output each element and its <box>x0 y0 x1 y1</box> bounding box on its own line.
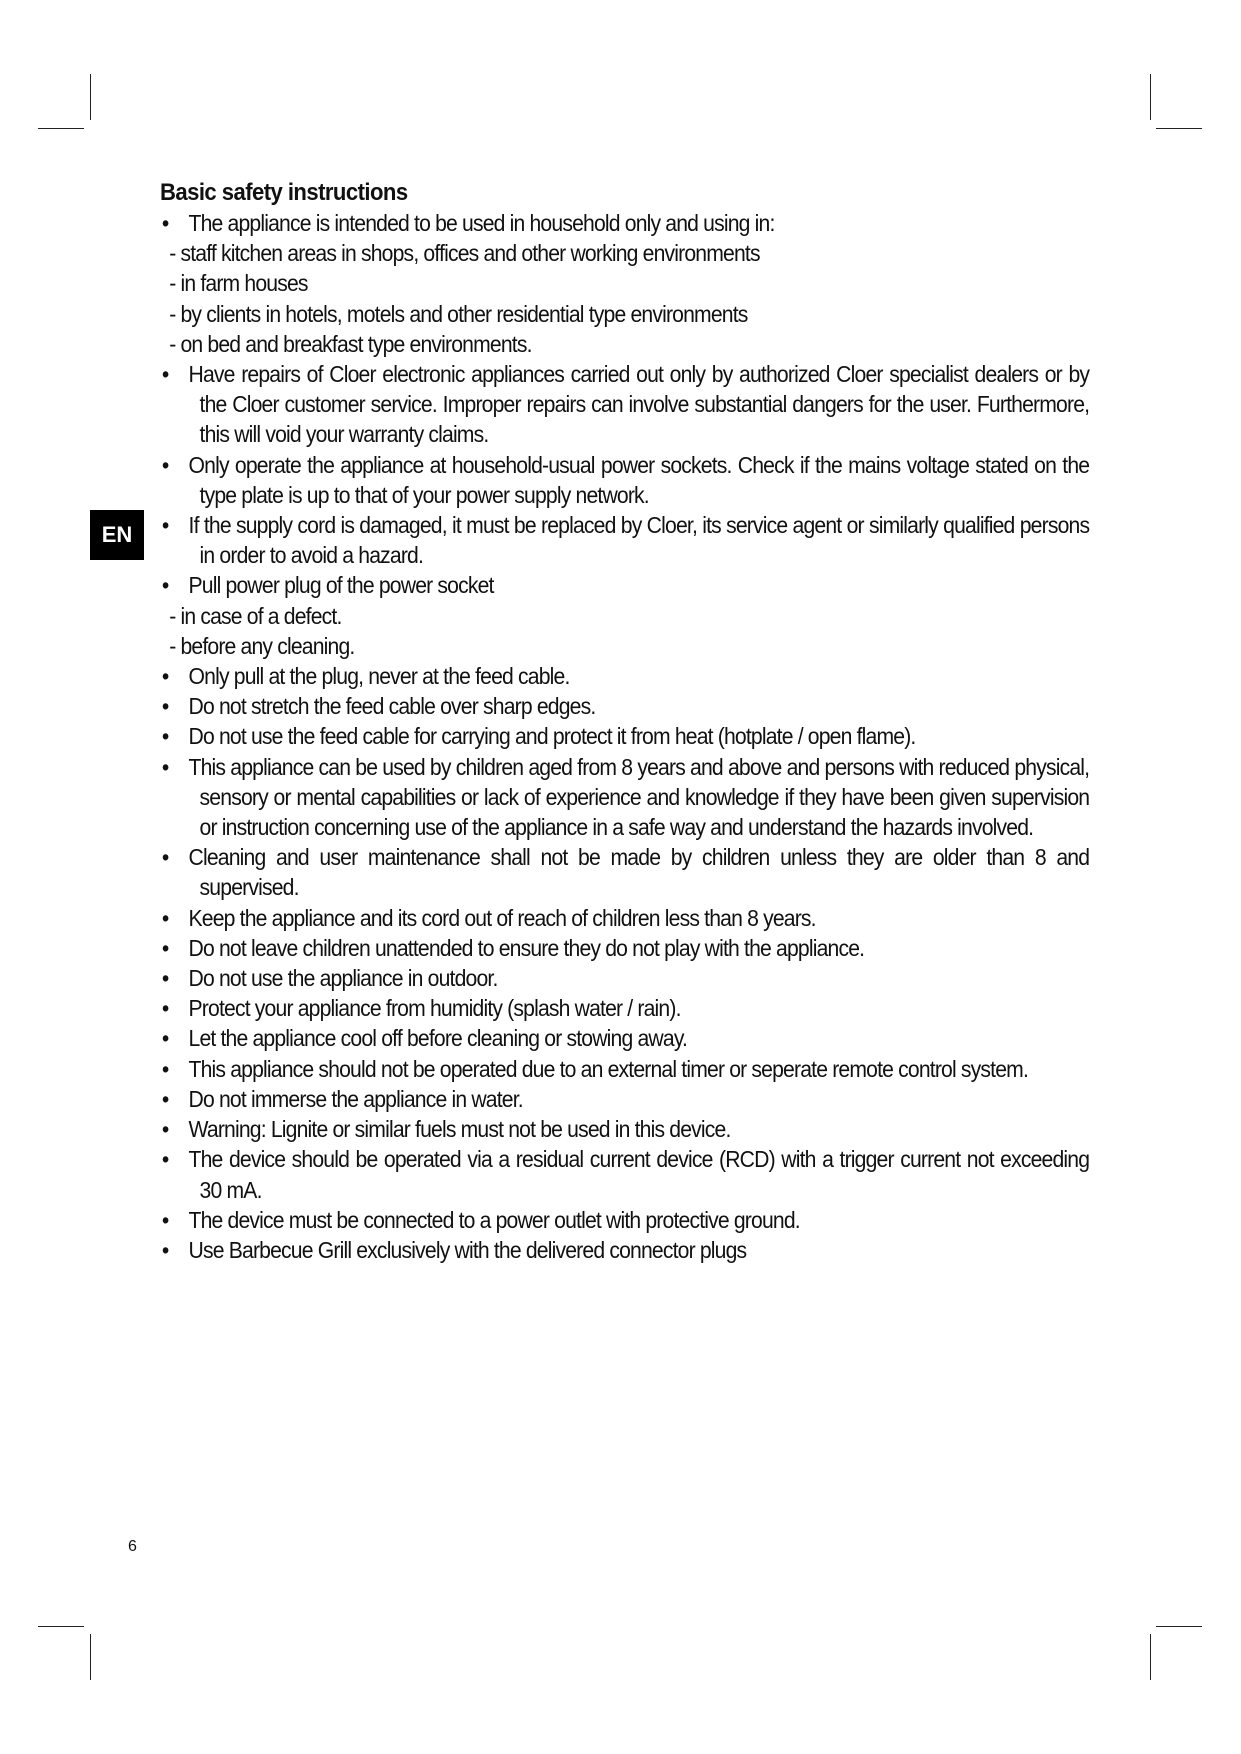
bullet-icon: • <box>161 512 169 539</box>
bullet-text: The device should be operated via a residual current device (RCD) with a trigger current not exceeding 30 mA. <box>188 1146 1090 1203</box>
bullet-icon: • <box>161 904 169 931</box>
bullet-text: Protect your appliance from humidity (splash water / rain). <box>188 995 681 1022</box>
bullet-item <box>160 752 1089 843</box>
bullet-item <box>160 1023 1089 1053</box>
bullet-item <box>160 450 1089 510</box>
bullet-item <box>160 208 1089 238</box>
bullet-item <box>160 721 1089 751</box>
bullet-icon: • <box>161 1236 169 1263</box>
crop-mark <box>38 1626 84 1627</box>
bullet-text: This appliance should not be operated due to an external timer or seperate remote control system. <box>188 1055 1029 1082</box>
bullet-text: Have repairs of Cloer electronic appliances carried out only by authorized Cloer specialist dealers or by the Cloer customer service. Improper repairs can involve substantial dangers for the user. Furthermore, this will void your warranty claims. <box>188 361 1090 448</box>
crop-mark <box>1150 74 1151 120</box>
bullet-text: Keep the appliance and its cord out of reach of children less than 8 years. <box>188 904 816 931</box>
sub-item: - by clients in hotels, motels and other residential type environments <box>169 300 748 327</box>
crop-mark <box>90 1634 91 1680</box>
bullet-text: If the supply cord is damaged, it must be replaced by Cloer, its service agent or similarly qualified persons in order to avoid a hazard. <box>188 512 1090 569</box>
crop-mark <box>90 74 91 120</box>
bullet-text: Do not use the appliance in outdoor. <box>188 965 498 992</box>
bullet-item <box>160 1235 1089 1265</box>
bullet-item <box>160 1084 1089 1114</box>
bullet-item <box>160 1054 1089 1084</box>
bullet-text: Use Barbecue Grill exclusively with the delivered connector plugs <box>188 1236 747 1263</box>
bullet-icon: • <box>161 572 169 599</box>
bullet-item <box>160 661 1089 691</box>
language-tab: EN <box>90 510 144 560</box>
bullet-item <box>160 1205 1089 1235</box>
bullet-icon: • <box>161 361 169 388</box>
bullet-item <box>160 993 1089 1023</box>
sub-item: - before any cleaning. <box>169 632 355 659</box>
page-number: 6 <box>128 1538 137 1555</box>
bullet-text: Cleaning and user maintenance shall not be made by children unless they are older than 8 and supervised. <box>188 844 1090 901</box>
bullet-icon: • <box>161 1206 169 1233</box>
bullet-icon: • <box>161 995 169 1022</box>
bullet-text: Do not stretch the feed cable over sharp edges. <box>188 693 596 720</box>
bullet-text: Pull power plug of the power socket <box>188 572 494 599</box>
bullet-icon: • <box>161 1025 169 1052</box>
bullet-item <box>160 510 1089 570</box>
sub-item: - in case of a defect. <box>169 602 342 629</box>
bullet-text: Only pull at the plug, never at the feed cable. <box>188 663 570 690</box>
bullet-icon: • <box>161 451 169 478</box>
bullet-text: Only operate the appliance at household-usual power sockets. Check if the mains voltage stated on the type plate is up to that of your power supply network. <box>188 451 1090 508</box>
bullet-text: This appliance can be used by children aged from 8 years and above and persons with reduced physical, sensory or mental capabilities or lack of experience and knowledge if they have been given supervision or instruction concerning use of the appliance in a safe way and understand the hazards involved. <box>188 753 1090 841</box>
bullet-item <box>160 903 1089 933</box>
sub-item: - staff kitchen areas in shops, offices and other working environments <box>169 240 760 267</box>
bullet-text: Warning: Lignite or similar fuels must not be used in this device. <box>188 1116 731 1143</box>
crop-mark <box>1156 1626 1202 1627</box>
bullet-item <box>160 933 1089 963</box>
bullet-item <box>160 691 1089 721</box>
instruction-list <box>160 208 1089 1265</box>
bullet-icon: • <box>161 753 169 780</box>
bullet-icon: • <box>161 723 169 750</box>
bullet-icon: • <box>161 1055 169 1082</box>
bullet-icon: • <box>161 844 169 871</box>
bullet-text: Do not use the feed cable for carrying and protect it from heat (hotplate / open flame). <box>188 723 916 750</box>
crop-mark <box>38 128 84 129</box>
bullet-item <box>160 963 1089 993</box>
bullet-icon: • <box>161 965 169 992</box>
bullet-item <box>160 842 1089 902</box>
sub-item: - on bed and breakfast type environments. <box>169 330 532 357</box>
bullet-item <box>160 570 1089 600</box>
bullet-text: The appliance is intended to be used in household only and using in: <box>188 210 775 236</box>
bullet-text: Do not leave children unattended to ensure they do not play with the appliance. <box>188 934 865 961</box>
sub-item: - in farm houses <box>169 270 308 297</box>
safety-instructions <box>160 178 1090 1265</box>
bullet-icon: • <box>161 1116 169 1143</box>
crop-mark <box>1150 1634 1151 1680</box>
bullet-item <box>160 359 1089 450</box>
bullet-icon: • <box>161 934 169 961</box>
bullet-text: Let the appliance cool off before cleaning or stowing away. <box>188 1025 688 1052</box>
bullet-icon: • <box>161 693 169 720</box>
bullet-text: Do not immerse the appliance in water. <box>188 1085 523 1112</box>
bullet-item <box>160 1144 1089 1204</box>
bullet-icon: • <box>161 210 169 236</box>
section-title: Basic safety instructions <box>160 179 408 206</box>
bullet-icon: • <box>161 663 169 690</box>
crop-mark <box>1156 128 1202 129</box>
bullet-text: The device must be connected to a power outlet with protective ground. <box>188 1206 800 1233</box>
bullet-icon: • <box>161 1085 169 1112</box>
bullet-icon: • <box>161 1146 169 1173</box>
bullet-item <box>160 1114 1089 1144</box>
